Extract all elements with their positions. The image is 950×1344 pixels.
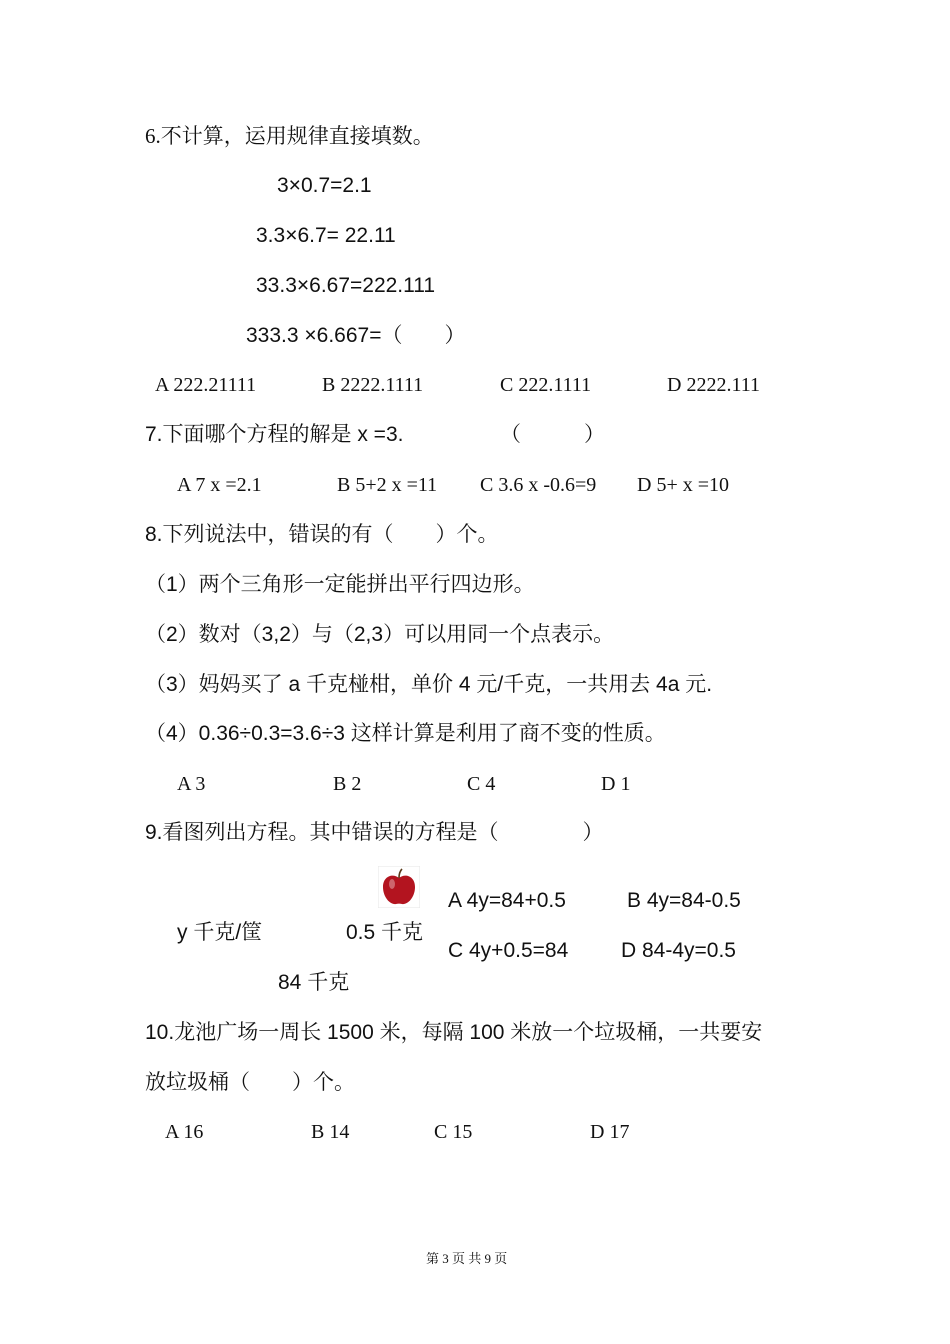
q8-option-c: C 4 bbox=[467, 773, 496, 795]
q6-option-a: A 222.21111 bbox=[155, 374, 257, 396]
q7-option-a: A 7 x =2.1 bbox=[177, 474, 262, 496]
q8-statement-1: （1）两个三角形一定能拼出平行四边形。 bbox=[145, 573, 535, 596]
q10-option-b: B 14 bbox=[311, 1121, 350, 1143]
q6-option-d: D 2222.111 bbox=[667, 374, 760, 396]
q9-option-c: C 4y+0.5=84 bbox=[448, 939, 569, 962]
q10-prompt-line-1: 10.龙池广场一周长 1500 米，每隔 100 米放一个垃圾桶，一共要安 bbox=[145, 1021, 763, 1044]
q6-option-b: B 2222.1111 bbox=[322, 374, 424, 396]
q9-option-d: D 84-4y=0.5 bbox=[621, 939, 736, 962]
q7-option-b: B 5+2 x =11 bbox=[337, 474, 438, 496]
q6-option-c: C 222.1111 bbox=[500, 374, 592, 396]
q9-label-weight: 0.5 千克 bbox=[346, 921, 424, 944]
q8-statement-3: （3）妈妈买了 a 千克椪柑，单价 4 元/千克，一共用去 4a 元. bbox=[145, 673, 713, 696]
q10-prompt-line-2: 放垃圾桶（ ）个。 bbox=[145, 1071, 355, 1094]
q9-prompt: 9.看图列出方程。其中错误的方程是（ ） bbox=[145, 821, 604, 844]
q8-option-a: A 3 bbox=[177, 773, 206, 795]
q9-option-b: B 4y=84-0.5 bbox=[627, 889, 741, 912]
q7-prompt: 7.下面哪个方程的解是 x =3. bbox=[145, 423, 404, 446]
q10-option-d: D 17 bbox=[590, 1121, 630, 1143]
q10-option-a: A 16 bbox=[165, 1121, 204, 1143]
q8-prompt: 8.下列说法中，错误的有（ ）个。 bbox=[145, 523, 499, 546]
q9-option-a: A 4y=84+0.5 bbox=[448, 889, 566, 912]
apple-icon bbox=[378, 866, 420, 908]
q7-answer-blank: （ ） bbox=[500, 423, 605, 446]
q7-option-d: D 5+ x =10 bbox=[637, 474, 730, 496]
q8-option-b: B 2 bbox=[333, 773, 362, 795]
q10-option-c: C 15 bbox=[434, 1121, 473, 1143]
q7-option-c: C 3.6 x -0.6=9 bbox=[480, 474, 597, 496]
q9-label-basket: y 千克/筐 bbox=[177, 921, 263, 944]
q9-label-total: 84 千克 bbox=[278, 971, 350, 994]
q8-statement-4: （4）0.36÷0.3=3.6÷3 这样计算是利用了商不变的性质。 bbox=[145, 722, 666, 745]
q6-prompt: 6.不计算，运用规律直接填数。 bbox=[145, 124, 434, 148]
q6-line-3: 33.3×6.67=222.111 bbox=[256, 274, 436, 297]
q6-line-2: 3.3×6.7= 22.11 bbox=[256, 224, 396, 247]
q8-option-d: D 1 bbox=[601, 773, 631, 795]
q6-line-4: 333.3 ×6.667=（ ） bbox=[246, 324, 466, 347]
q6-line-1: 3×0.7=2.1 bbox=[277, 174, 372, 197]
q8-statement-2: （2）数对（3,2）与（2,3）可以用同一个点表示。 bbox=[145, 623, 615, 646]
page-number: 第 3 页 共 9 页 bbox=[426, 1251, 508, 1266]
